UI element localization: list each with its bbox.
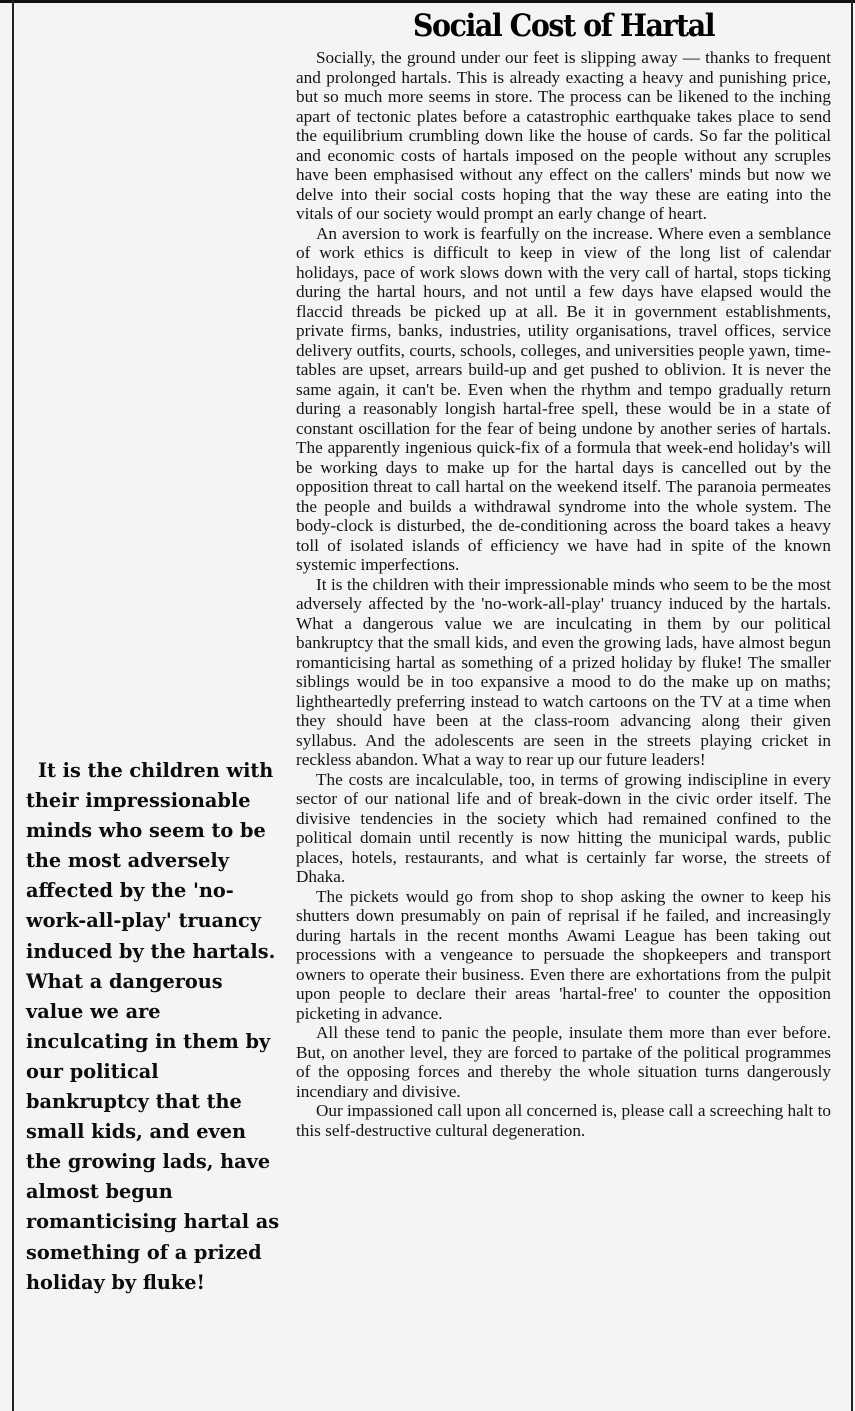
top-rule [0,0,855,3]
paragraph: All these tend to panic the people, insulate them more than ever before. But, on another level, they are forced to partake of the political programmes of the opposing forces and thereby the whole situation turns dangerously incendiary and divisive. [296,1023,831,1101]
paragraph: The costs are incalculable, too, in terms of growing indiscipline in every sector of our national life and of break-down in the civic order itself. The divisive tendencies in the society which had remained confined to the political domain until recently is now hitting the municipal wards, public places, hotels, restaurants, and what is certainly far worse, the streets of Dhaka. [296,769,831,886]
paragraph: Socially, the ground under our feet is slipping away — thanks to frequent and prolonged hartals. This is already exacting a heavy and punishing price, but so much more seems in store. The process can be likened to the inching apart of tectonic plates before a catastrophic earthquake takes place to send the equilibrium crumbling down like the house of cards. So far the political and economic costs of hartals imposed on the people without any scruples have been emphasised without any effect on the callers' minds but now we delve into their social costs hoping that the way these are eating into the vitals of our society would prompt an early change of heart. [296,48,831,223]
paragraph: Our impassioned call upon all concerned is, please call a screeching halt to this self-destructive cultural degeneration. [296,1101,831,1140]
paragraph: It is the children with their impressionable minds who seem to be the most adversely affected by the 'no-work-all-play' truancy induced by the hartals. What a dangerous value we are inculcating in them by our political bankruptcy that the small kids, and even the growing lads, have almost begun romanticising hartal as something of a prized holiday by fluke! The smaller siblings would be in too expansive a mood to do the make up on maths; lightheartedly preferring instead to watch cartoons on the TV at a time when they should have been at the class-room advancing along their given syllabus. And the adolescents are seen in the streets playing cricket in reckless abandon. What a way to rear up our future leaders! [296,574,831,769]
editorial-article [296,8,831,1140]
paragraph: An aversion to work is fearfully on the increase. Where even a semblance of work ethics is difficult to keep in view of the long list of calendar holidays, pace of work slows down with the very call of hartal, stops ticking during the hartal hours, and not until a few days have elapsed would the flaccid threads be picked up at all. Be it in government establishments, private firms, banks, industries, utility organisations, travel offices, service delivery outfits, courts, schools, colleges, and universities people yawn, time-tables are upset, arrears build-up and get pushed to oblivion. It is never the same again, it can't be. Even when the rhythm and tempo gradually return during a reasonably longish hartal-free spell, these would be in a state of constant oscillation for the fear of being undone by another series of hartals. The apparently ingenious quick-fix of a formula that week-end holiday's will be working days to make up for the hartal days is cancelled out by the opposition threat to call hartal on the weekend itself. The paranoia permeates the people and builds a withdrawal syndrome into the whole system. The body-clock is disturbed, the de-conditioning across the board takes a heavy toll of isolated islands of efficiency we have had in spite of the known systemic imperfections. [296,223,831,574]
pull-quote-text: It is the children with their impressionable minds who seem to be the most adversely affected by the 'no-work-all-play' truancy induced by the hartals. What a dangerous value we are inculcating in them by our political bankruptcy that the small kids, and even the growing lads, have almost begun romanticising hartal as something of a prized holiday by fluke! [26,759,280,1294]
headline: Social Cost of Hartal [412,8,715,44]
article-body [296,48,831,1140]
pull-quote [14,756,280,1298]
right-column-rule [851,0,853,1411]
paragraph: The pickets would go from shop to shop asking the owner to keep his shutters down presumably on pain of reprisal if he failed, and increasingly during hartals in the recent months Awami League has been taking out processions with a vengeance to persuade the shopkeepers and transport owners to operate their business. Even there are exhortations from the pulpit upon people to declare their areas 'hartal-free' to counter the opposition picketing in advance. [296,886,831,1023]
